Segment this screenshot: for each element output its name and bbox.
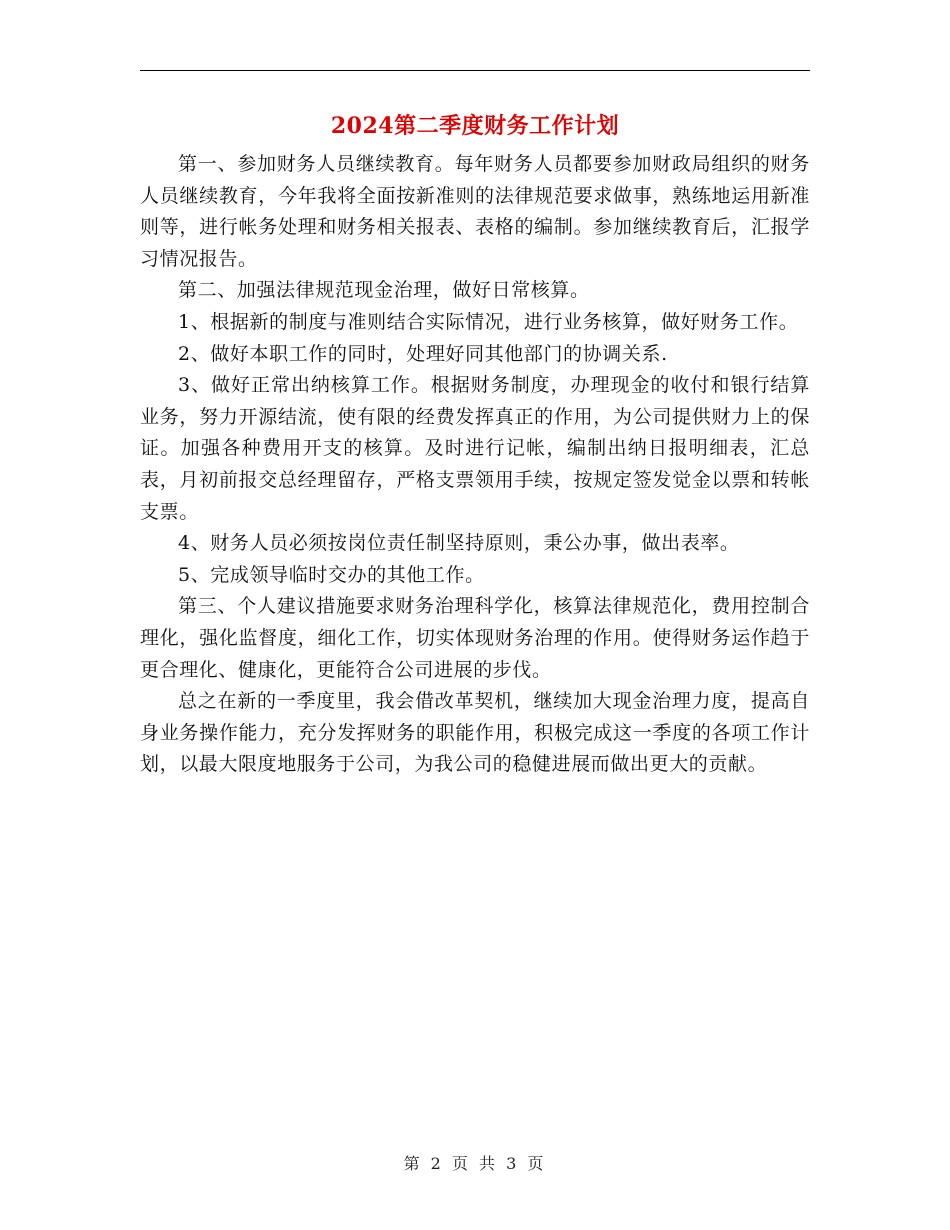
header-rule — [140, 70, 810, 71]
document-body — [140, 149, 810, 781]
paragraph-item-3: 3、做好正常出纳核算工作。根据财务制度，办理现金的收付和银行结算业务，努力开源结流，使有限的经费发挥真正的作用，为公司提供财力上的保证。加强各种费用开支的核算。及时进行记帐，编制出纳日报明细表，汇总表，月初前报交总经理留存，严格支票领用手续，按规定签发觉金以票和转帐支票。 — [140, 374, 810, 523]
paragraph-item-1: 1、根据新的制度与准则结合实际情况，进行业务核算，做好财务工作。 — [178, 310, 799, 333]
paragraph-item-2: 2、做好本职工作的同时，处理好同其他部门的协调关系. — [178, 342, 668, 365]
page-number-footer: 第 2 页 共 3 页 — [403, 1154, 547, 1173]
paragraph-cash-management-heading: 第二、加强法律规范现金治理，做好日常核算。 — [178, 279, 590, 302]
paragraph-item-5: 5、完成领导临时交办的其他工作。 — [178, 563, 485, 586]
paragraph-continuing-education: 第一、参加财务人员继续教育。每年财务人员都要参加财政局组织的财务人员继续教育，今年我将全面按新准则的法律规范要求做事，熟练地运用新准则等，进行帐务处理和财务相关报表、表格的编制。参加继续教育后，汇报学习情况报告。 — [140, 153, 810, 270]
paragraph-personal-suggestions: 第三、个人建议措施要求财务治理科学化，核算法律规范化，费用控制合理化，强化监督度，细化工作，切实体现财务治理的作用。使得财务运作趋于更合理化、健康化，更能符合公司进展的步伐。 — [140, 595, 810, 681]
document-title: 2024第二季度财务工作计划 — [330, 113, 620, 139]
paragraph-conclusion: 总之在新的一季度里，我会借改革契机，继续加大现金治理力度，提高自身业务操作能力，充分发挥财务的职能作用，积极完成这一季度的各项工作计划，以最大限度地服务于公司，为我公司的稳健进展而做出更大的贡献。 — [140, 690, 810, 776]
paragraph-item-4: 4、财务人员必须按岗位责任制坚持原则，秉公办事，做出表率。 — [178, 532, 740, 555]
